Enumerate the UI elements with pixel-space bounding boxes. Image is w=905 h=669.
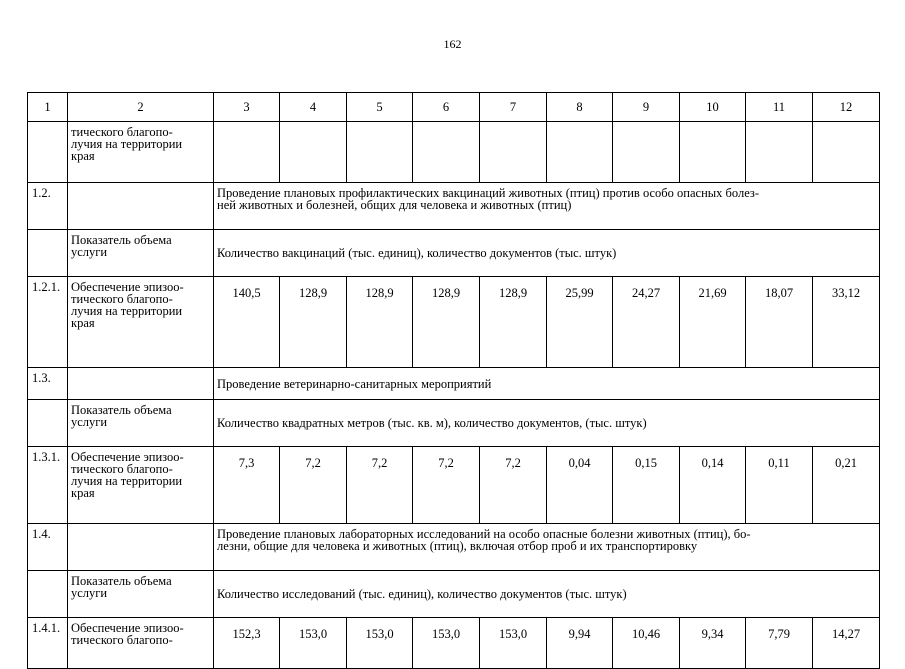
row-name-text: Обеспечение эпизоо- тического благопо- (71, 621, 184, 647)
value-cell: 25,99 (547, 277, 613, 368)
row-description (214, 230, 880, 277)
row-name (68, 447, 214, 524)
column-header: 10 (680, 93, 746, 122)
row-number: 1.4.1. (28, 618, 68, 669)
table-row (28, 183, 880, 230)
value-cell: 10,46 (613, 618, 680, 669)
page-number: 162 (443, 37, 462, 51)
row-name (68, 400, 214, 447)
value-cell (480, 122, 547, 183)
row-name-text: Обеспечение эпизоо- тического благопо- лучия на территории края (71, 450, 184, 500)
column-header: 6 (413, 93, 480, 122)
row-name (68, 571, 214, 618)
column-header: 9 (613, 93, 680, 122)
value-cell (547, 122, 613, 183)
value-cell: 18,07 (746, 277, 813, 368)
value-cell: 14,27 (813, 618, 880, 669)
column-header: 8 (547, 93, 613, 122)
column-header: 5 (347, 93, 413, 122)
table-row (28, 524, 880, 571)
value-cell: 153,0 (347, 618, 413, 669)
value-cell (214, 122, 280, 183)
row-name-text: Показатель объема услуги (71, 233, 172, 259)
table-row (28, 618, 880, 669)
value-cell: 0,04 (547, 447, 613, 524)
value-cell (280, 122, 347, 183)
value-cell: 153,0 (280, 618, 347, 669)
value-cell: 7,3 (214, 447, 280, 524)
table-row (28, 277, 880, 368)
row-name (68, 618, 214, 669)
row-number: 1.3. (28, 368, 68, 400)
table-header-row (28, 93, 880, 122)
row-name (68, 122, 214, 183)
row-description (214, 524, 880, 571)
row-name-text: тического благопо- лучия на территории края (71, 125, 183, 163)
value-cell (413, 122, 480, 183)
table-row (28, 571, 880, 618)
value-cell (746, 122, 813, 183)
row-number: 1.4. (28, 524, 68, 571)
row-description-text: Проведение плановых профилактических вакцинаций животных (птиц) против особо опасных болез- ней животных и болезней, общих для человека и животных (птиц) (217, 186, 760, 212)
value-cell: 0,11 (746, 447, 813, 524)
value-cell: 153,0 (413, 618, 480, 669)
row-name (68, 524, 214, 571)
row-number (28, 400, 68, 447)
value-cell: 7,79 (746, 618, 813, 669)
row-name (68, 183, 214, 230)
value-cell (347, 122, 413, 183)
value-cell: 0,15 (613, 447, 680, 524)
column-header: 1 (28, 93, 68, 122)
data-table (27, 92, 880, 669)
value-cell: 152,3 (214, 618, 280, 669)
value-cell: 7,2 (480, 447, 547, 524)
value-cell: 9,94 (547, 618, 613, 669)
table-row (28, 447, 880, 524)
value-cell: 128,9 (280, 277, 347, 368)
value-cell: 33,12 (813, 277, 880, 368)
value-cell: 24,27 (613, 277, 680, 368)
value-cell (680, 122, 746, 183)
row-number (28, 122, 68, 183)
row-description (214, 368, 880, 400)
row-name (68, 277, 214, 368)
row-number (28, 571, 68, 618)
row-description-text: Проведение плановых лабораторных исследований на особо опасные болезни животных (птиц), бо- лезни, общие для человека и животных (птиц), включая отбор проб и их транспортировку (217, 527, 751, 553)
column-header: 3 (214, 93, 280, 122)
value-cell (813, 122, 880, 183)
column-header: 4 (280, 93, 347, 122)
value-cell: 153,0 (480, 618, 547, 669)
row-description (214, 400, 880, 447)
row-description (214, 183, 880, 230)
row-number: 1.2.1. (28, 277, 68, 368)
column-header: 7 (480, 93, 547, 122)
value-cell: 7,2 (347, 447, 413, 524)
table-row (28, 368, 880, 400)
row-description (214, 571, 880, 618)
value-cell: 0,14 (680, 447, 746, 524)
row-number: 1.3.1. (28, 447, 68, 524)
value-cell: 140,5 (214, 277, 280, 368)
row-name-text: Показатель объема услуги (71, 403, 172, 429)
row-name (68, 230, 214, 277)
row-description-text: Количество исследований (тыс. единиц), количество документов (тыс. штук) (217, 587, 627, 601)
row-description-text: Количество вакцинаций (тыс. единиц), количество документов (тыс. штук) (217, 246, 617, 260)
column-header: 12 (813, 93, 880, 122)
value-cell (613, 122, 680, 183)
table-row (28, 122, 880, 183)
table-row (28, 400, 880, 447)
value-cell: 9,34 (680, 618, 746, 669)
value-cell: 7,2 (280, 447, 347, 524)
row-description-text: Проведение ветеринарно-санитарных мероприятий (217, 376, 492, 391)
value-cell: 0,21 (813, 447, 880, 524)
value-cell: 128,9 (413, 277, 480, 368)
row-name-text: Показатель объема услуги (71, 574, 172, 600)
row-number (28, 230, 68, 277)
value-cell: 128,9 (480, 277, 547, 368)
table-row (28, 230, 880, 277)
column-header: 2 (68, 93, 214, 122)
value-cell: 128,9 (347, 277, 413, 368)
row-name-text: Обеспечение эпизоо- тического благопо- лучия на территории края (71, 280, 184, 330)
value-cell: 21,69 (680, 277, 746, 368)
value-cell: 7,2 (413, 447, 480, 524)
row-description-text: Количество квадратных метров (тыс. кв. м), количество документов, (тыс. штук) (217, 416, 647, 430)
row-number: 1.2. (28, 183, 68, 230)
column-header: 11 (746, 93, 813, 122)
row-name (68, 368, 214, 400)
